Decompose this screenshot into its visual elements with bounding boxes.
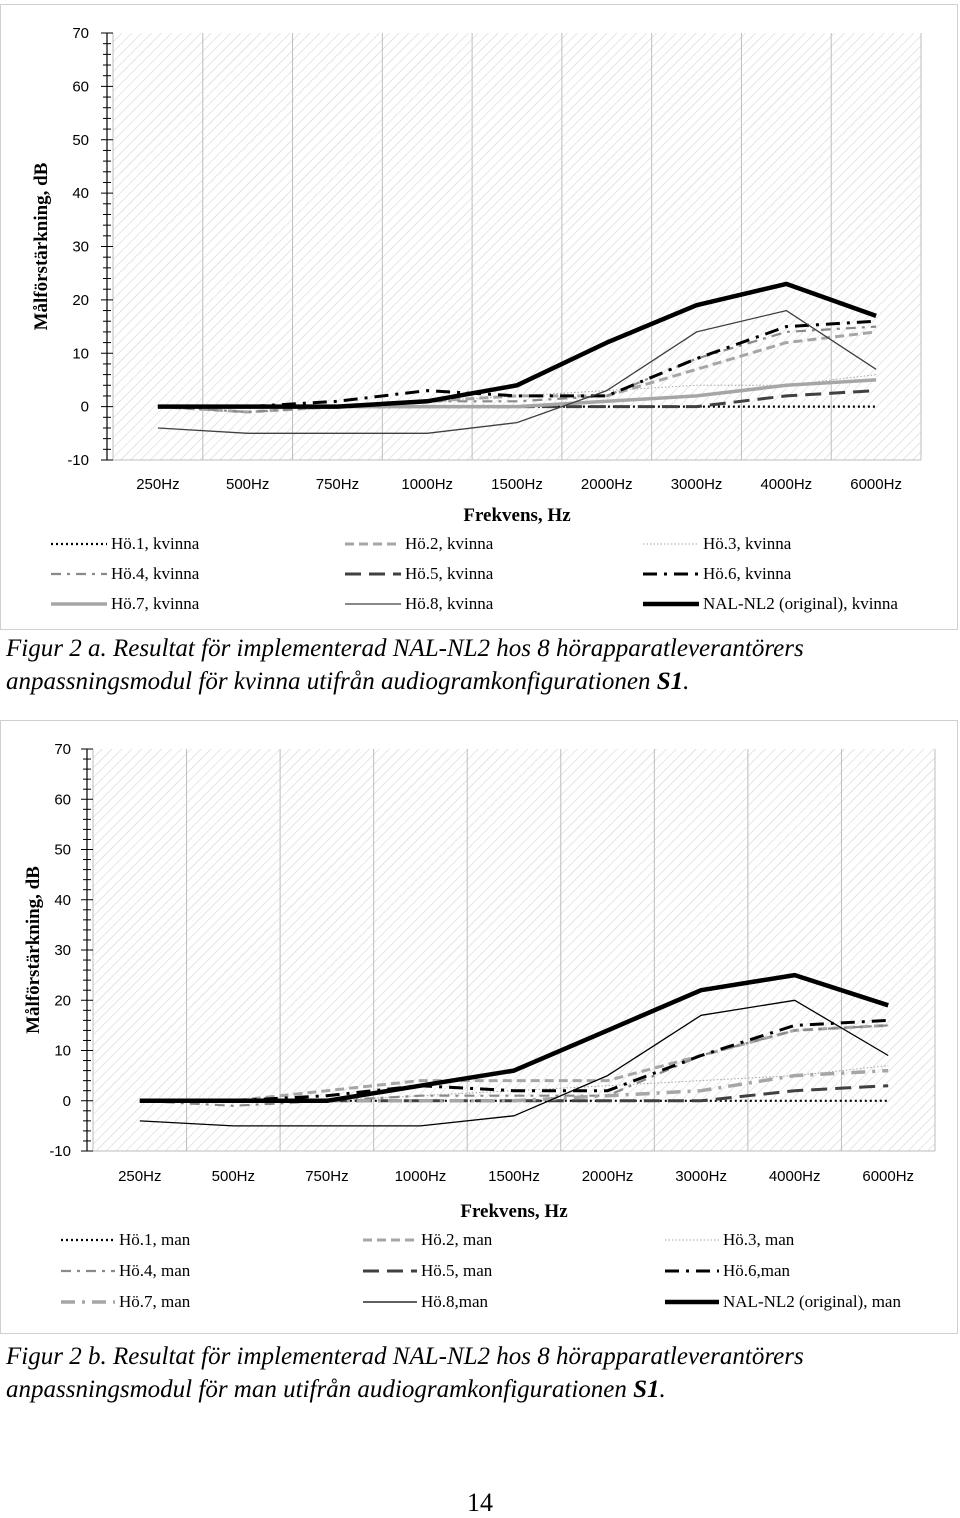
- x-axis-label: Frekvens, Hz: [463, 505, 571, 526]
- plot-area: [113, 33, 921, 460]
- legend-label: Hö.5, man: [421, 1261, 493, 1280]
- legend-label: Hö.8, kvinna: [405, 594, 494, 613]
- legend-label: NAL-NL2 (original), man: [723, 1292, 901, 1311]
- legend-label: Hö.4, kvinna: [111, 564, 200, 583]
- y-tick-label: 60: [72, 78, 89, 96]
- x-tick-label: 1500Hz: [488, 1168, 540, 1185]
- legend-label: Hö.6,man: [723, 1261, 791, 1280]
- x-tick-label: 750Hz: [305, 1168, 349, 1185]
- x-tick-label: 500Hz: [211, 1168, 256, 1185]
- x-tick-label: 6000Hz: [850, 476, 902, 493]
- y-axis-label: Målförstärkning, dB: [23, 866, 44, 1034]
- line-chart-a: [1, 5, 957, 629]
- legend-label: Hö.1, man: [119, 1230, 191, 1249]
- y-tick-label: 40: [72, 185, 89, 203]
- legend-label: Hö.3, kvinna: [703, 534, 792, 553]
- x-tick-label: 1000Hz: [394, 1168, 447, 1185]
- x-tick-label: 250Hz: [136, 476, 180, 493]
- y-tick-label: 10: [54, 1042, 71, 1060]
- caption-a-text: Figur 2 a. Resultat för implementerad NAL-NL2 hos 8 hörapparatleverantörers anpassningsmodul för kvinna utifrån audiogramkonfigurationen: [6, 635, 804, 695]
- page-number: 14: [467, 1488, 493, 1517]
- y-tick-label: 20: [72, 291, 89, 309]
- legend-label: Hö.6, kvinna: [703, 564, 792, 583]
- x-tick-label: 2000Hz: [580, 476, 633, 493]
- legend-label: Hö.8,man: [421, 1292, 489, 1311]
- legend-label: NAL-NL2 (original), kvinna: [703, 594, 898, 613]
- caption-a-suffix: .: [683, 668, 690, 695]
- y-tick-label: 10: [72, 345, 89, 363]
- legend-label: Hö.1, kvinna: [111, 534, 200, 553]
- caption-a-bold: S1: [656, 668, 684, 695]
- y-tick-label: 40: [54, 891, 71, 909]
- caption-b-bold: S1: [633, 1376, 660, 1403]
- legend-label: Hö.3, man: [723, 1230, 795, 1249]
- x-tick-label: 2000Hz: [581, 1168, 634, 1185]
- legend-label: Hö.2, kvinna: [405, 534, 494, 553]
- x-tick-label: 3000Hz: [670, 476, 723, 493]
- y-tick-label: -10: [49, 1143, 71, 1160]
- x-tick-label: 1500Hz: [491, 476, 543, 493]
- figure-caption-a: [6, 632, 956, 698]
- x-tick-label: 500Hz: [225, 476, 270, 493]
- x-tick-label: 250Hz: [118, 1168, 162, 1185]
- legend-label: Hö.7, man: [119, 1292, 191, 1311]
- x-axis-label: Frekvens, Hz: [460, 1201, 568, 1222]
- y-tick-label: 20: [54, 992, 71, 1010]
- y-tick-label: 70: [72, 25, 89, 42]
- caption-b-suffix: .: [659, 1376, 666, 1403]
- x-tick-label: 6000Hz: [862, 1168, 915, 1185]
- x-tick-label: 750Hz: [315, 476, 360, 493]
- y-tick-label: 0: [80, 398, 89, 416]
- y-tick-label: 70: [54, 741, 71, 758]
- y-tick-label: 50: [54, 841, 71, 859]
- chart-panel-b: [0, 720, 958, 1334]
- x-tick-label: 3000Hz: [675, 1168, 727, 1185]
- x-tick-label: 4000Hz: [760, 476, 813, 493]
- y-tick-label: 30: [72, 238, 89, 256]
- y-tick-label: -10: [67, 452, 89, 469]
- chart-panel-a: [0, 4, 958, 630]
- legend-label: Hö.4, man: [119, 1261, 191, 1280]
- legend-label: Hö.2, man: [421, 1230, 493, 1249]
- y-tick-label: 30: [54, 942, 71, 959]
- x-tick-label: 1000Hz: [401, 476, 454, 493]
- figure-caption-b: [6, 1340, 956, 1406]
- legend-label: Hö.7, kvinna: [111, 594, 200, 613]
- legend-label: Hö.5, kvinna: [405, 564, 494, 583]
- caption-b-text: Figur 2 b. Resultat för implementerad NAL-NL2 hos 8 hörapparatleverantörers anpassningsmodul för man utifrån audiogramkonfigurationen: [6, 1343, 804, 1403]
- y-tick-label: 0: [62, 1092, 71, 1110]
- line-chart-b: [1, 721, 957, 1333]
- x-tick-label: 4000Hz: [768, 1168, 821, 1185]
- y-tick-label: 60: [54, 791, 71, 809]
- y-tick-label: 50: [72, 131, 89, 149]
- y-axis-label: Målförstärkning, dB: [31, 162, 52, 331]
